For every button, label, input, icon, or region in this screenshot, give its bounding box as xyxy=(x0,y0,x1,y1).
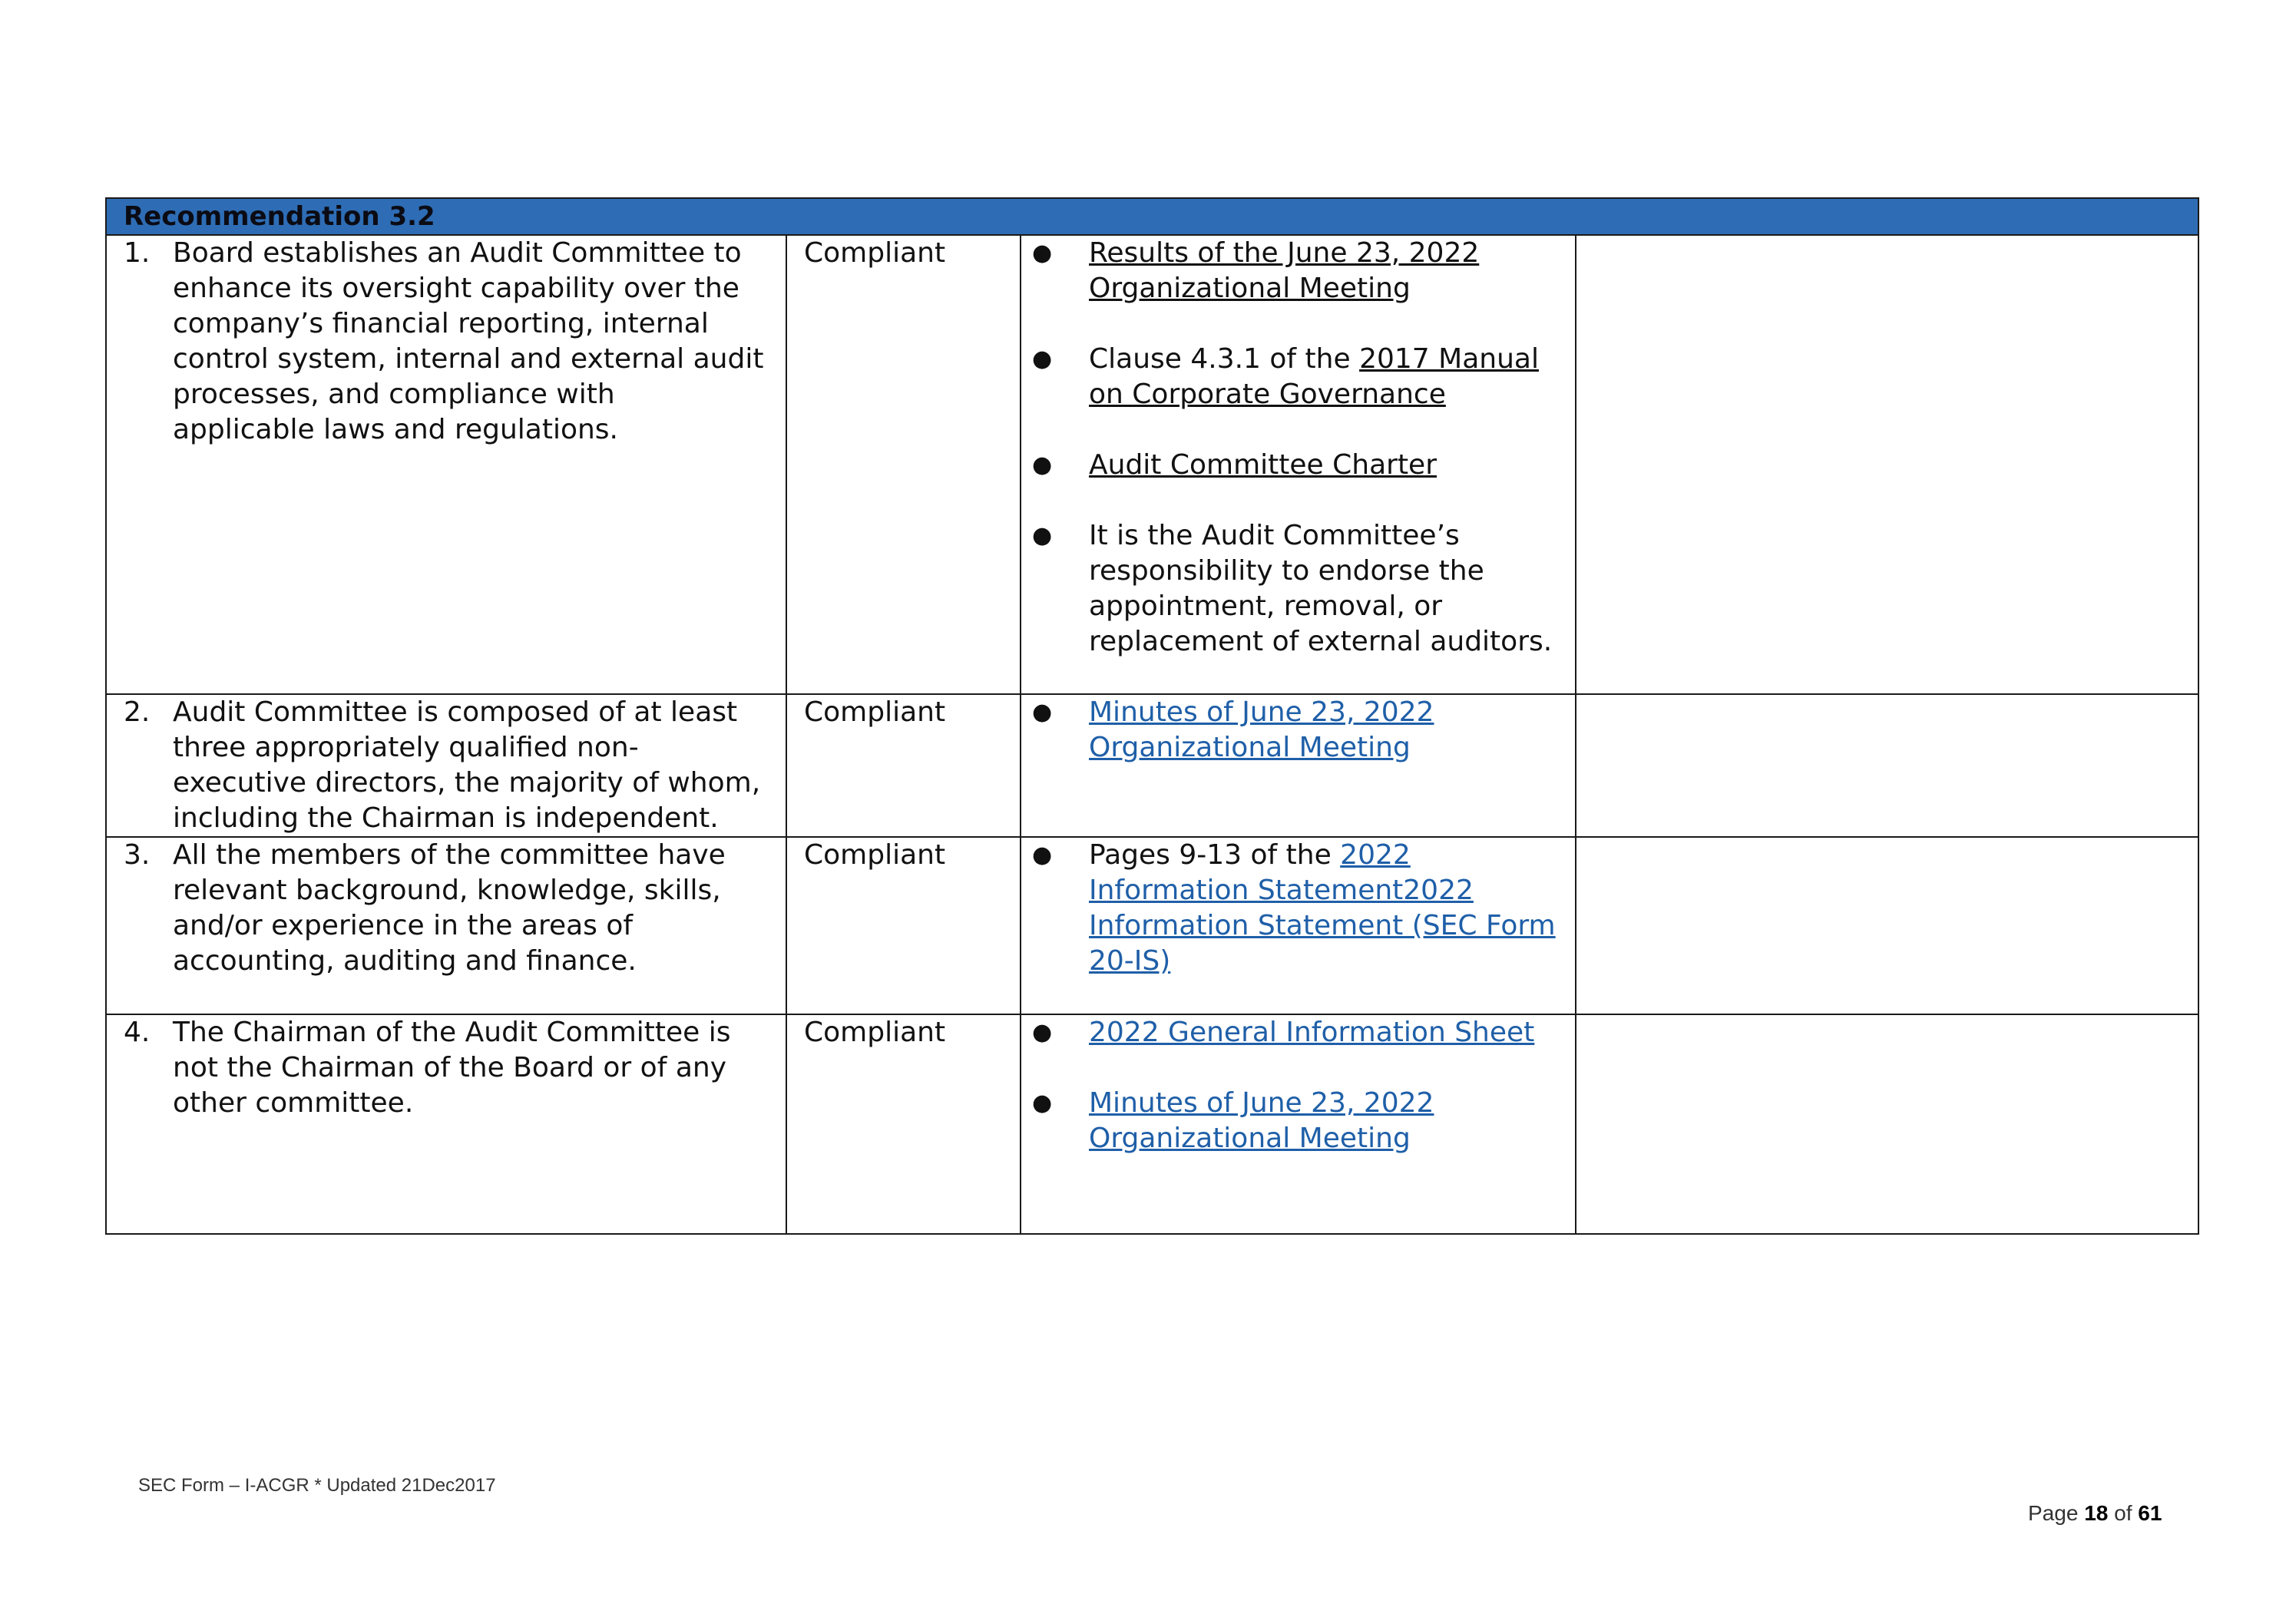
explanation-cell xyxy=(1021,837,1576,1014)
table-row xyxy=(106,694,2198,837)
recommendation-text: The Chairman of the Audit Committee is not the Chairman of the Board or of any other committee. xyxy=(173,1017,731,1119)
bullet-item xyxy=(1032,236,1560,306)
document-link[interactable]: 2017 Manual on Corporate Governance xyxy=(1089,343,1539,410)
bullet-icon: ● xyxy=(1032,699,1053,726)
bullet-icon: ● xyxy=(1032,522,1053,549)
document-link[interactable]: 2022 Information Statement2022 Information Statement (SEC Form 20-IS) xyxy=(1089,839,1556,977)
bullet-text: Clause 4.3.1 of the xyxy=(1089,343,1360,375)
bullet-item xyxy=(1032,1015,1560,1050)
status-cell: Compliant xyxy=(786,235,1021,694)
item-number: 2. xyxy=(124,696,151,728)
bullet-item xyxy=(1032,448,1560,483)
item-number: 1. xyxy=(124,237,151,269)
bullet-text: Pages 9-13 of the xyxy=(1089,839,1341,871)
notes-cell xyxy=(1576,1014,2198,1234)
bullet-icon: ● xyxy=(1032,842,1053,868)
recommendation-cell xyxy=(106,694,786,837)
table-row xyxy=(106,1014,2198,1234)
section-header-row xyxy=(106,198,2198,235)
page-of: of xyxy=(2114,1501,2132,1525)
explanation-cell xyxy=(1021,1014,1576,1234)
recommendation-cell xyxy=(106,837,786,1014)
explanation-cell xyxy=(1021,235,1576,694)
explanation-cell xyxy=(1021,694,1576,837)
notes-cell xyxy=(1576,694,2198,837)
bullet-item xyxy=(1032,518,1560,660)
recommendation-text: Board establishes an Audit Committee to enhance its oversight capability over the company’s financial reporting, internal control system, internal and external audit processes, and compliance with applicable laws and regulations. xyxy=(173,237,764,445)
status-cell: Compliant xyxy=(786,837,1021,1014)
bullet-item xyxy=(1032,838,1560,979)
recommendation-cell xyxy=(106,235,786,694)
document-link[interactable]: Minutes of June 23, 2022 Organizational Meeting xyxy=(1089,1087,1434,1154)
bullet-icon: ● xyxy=(1032,451,1053,478)
compliance-table xyxy=(105,197,2199,1235)
document-link[interactable]: Audit Committee Charter xyxy=(1089,449,1437,481)
recommendation-text: All the members of the committee have relevant background, knowledge, skills, and/or experience in the areas of accounting, auditing and finance. xyxy=(173,839,726,977)
bullet-text: It is the Audit Committee’s responsibility to endorse the appointment, removal, or replacement of external auditors. xyxy=(1089,520,1553,657)
document-link[interactable]: 2022 General Information Sheet xyxy=(1089,1017,1535,1048)
status-cell: Compliant xyxy=(786,1014,1021,1234)
bullet-item xyxy=(1032,1086,1560,1156)
table-row xyxy=(106,837,2198,1014)
notes-cell xyxy=(1576,235,2198,694)
section-title: Recommendation 3.2 xyxy=(106,198,2198,235)
recommendation-text: Audit Committee is composed of at least three appropriately qualified non-executive directors, the majority of whom, including the Chairman is independent. xyxy=(173,696,761,834)
document-link[interactable]: Minutes of June 23, 2022 Organizational Meeting xyxy=(1089,696,1434,763)
item-number: 3. xyxy=(124,839,151,871)
bullet-icon: ● xyxy=(1032,240,1053,266)
recommendation-cell xyxy=(106,1014,786,1234)
page-current: 18 xyxy=(2084,1501,2109,1525)
page-total: 61 xyxy=(2138,1501,2162,1525)
page-number xyxy=(2028,1501,2162,1526)
notes-cell xyxy=(1576,837,2198,1014)
bullet-icon: ● xyxy=(1032,1019,1053,1046)
item-number: 4. xyxy=(124,1017,151,1048)
page-word: Page xyxy=(2028,1501,2079,1525)
status-cell: Compliant xyxy=(786,694,1021,837)
bullet-icon: ● xyxy=(1032,346,1053,372)
bullet-item xyxy=(1032,342,1560,412)
form-label: SEC Form – I-ACGR * Updated 21Dec2017 xyxy=(138,1475,496,1496)
document-link[interactable]: Results of the June 23, 2022 Organizational Meeting xyxy=(1089,237,1480,304)
bullet-icon: ● xyxy=(1032,1090,1053,1116)
bullet-item xyxy=(1032,695,1560,766)
table-row xyxy=(106,235,2198,694)
